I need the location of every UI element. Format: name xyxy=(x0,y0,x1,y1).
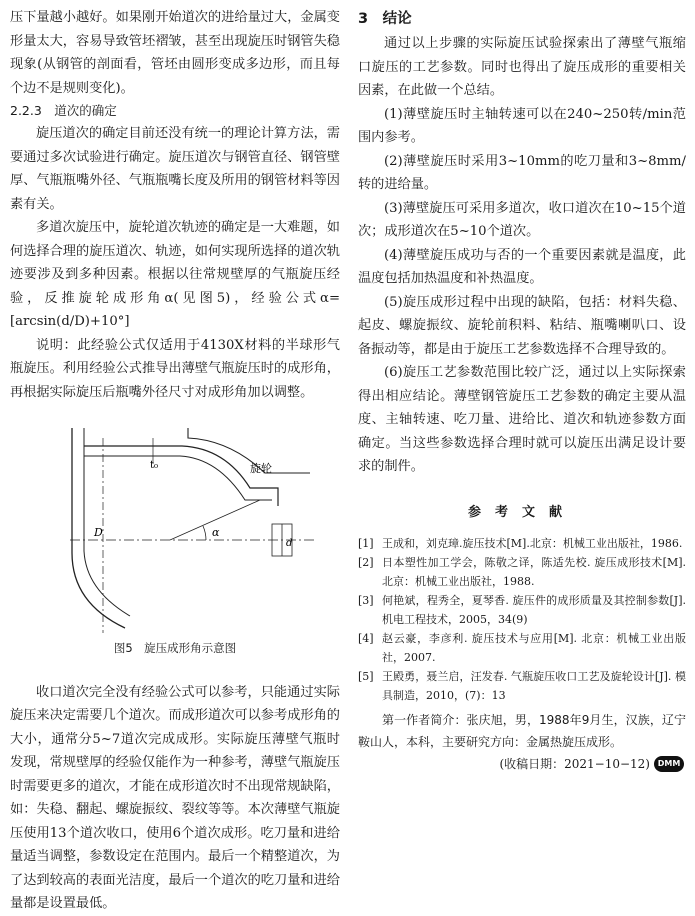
label-alpha: α xyxy=(212,526,220,539)
journal-logo-icon: DMM xyxy=(654,756,684,772)
conclusion-item: (4)薄壁旋压成功与否的一个重要因素就是温度，此温度包括加热温度和补热温度。 xyxy=(358,247,686,286)
right-column xyxy=(358,6,686,775)
label-D: D xyxy=(94,526,103,539)
section-heading-conclusion: 3 结论 xyxy=(358,11,412,27)
label-roller: 旋轮 xyxy=(250,462,272,475)
label-t0: t₀ xyxy=(150,460,159,471)
figure-forming-angle xyxy=(10,428,340,633)
reference-item: [4] 赵云豪，李彦利. 旋压技术与应用[M]. 北京：机械工业出版社，2007. xyxy=(358,632,686,664)
conclusion-item: (3)薄壁旋压可采用多道次，收口道次在10~15个道次；成形道次在5~10个道次。 xyxy=(358,200,686,239)
paragraph-closing-passes: 收口道次完全没有经验公式可以参考，只能通过实际旋压来决定需要几个道次。而成形道次可以参考成形角的大小，通常分5~7道次完成成形。实际旋压薄壁气瓶时发现，常规壁厚的经验仅能作为一种参考，薄壁气瓶旋压时需要更多的道次，才能在成形道次时不出现常规缺陷，如：失稳、翻起、螺旋振纹、裂纹等等。本次薄壁气瓶旋压使用13个道次收口，使用6个道次成形。吃刀量和进给量适当调整，参数设定在范围内。最后一个精整道次，为了达到较高的表面光洁度，最后一个道次的吃刀量和进给量都是设置最低。 xyxy=(10,684,340,911)
left-column xyxy=(10,6,340,916)
conclusion-item: (5)旋压成形过程中出现的缺陷，包括：材料失稳、起皮、螺旋振纹、旋轮前积料、粘结、瓶嘴喇叭口、设备振动等，都是由于旋压工艺参数选择不合理导致的。 xyxy=(358,294,686,357)
received-date-text: (收稿日期：2021−10−12) xyxy=(499,757,650,771)
paragraph-note: 说明：此经验公式仅适用于4130X材料的半球形气瓶旋压。利用经验公式推导出薄壁气瓶旋压时的成形角，再根据实际旋压后瓶嘴外径尺寸对成形角加以调整。 xyxy=(10,337,340,400)
forming-angle-diagram xyxy=(10,428,340,633)
references-heading: 参考文献 xyxy=(467,504,576,520)
reference-item: [3] 何艳斌，程秀全，夏琴香. 旋压件的成形质量及其控制参数[J]. 机电工程技术，2005，34(9) xyxy=(358,594,686,626)
reference-item: [2] 日本塑性加工学会，陈敬之译，陈适先校. 旋压成形技术[M]. 北京：机械工业出版社，1988. xyxy=(358,556,686,588)
paragraph-continued: 压下量越小越好。如果刚开始道次的进给量过大，金属变形量太大，容易导致管坯褶皱，甚至出现旋压时钢管失稳现象(从钢管的剖面看，管坯由圆形变成多边形，而且每个边不是规则变化)。 xyxy=(10,10,340,96)
label-d: d xyxy=(286,538,293,549)
paragraph-pass-determination: 旋压道次的确定目前还没有统一的理论计算方法，需要通过多次试验进行确定。旋压道次与钢管直径、钢管壁厚、气瓶瓶嘴外径、气瓶瓶嘴长度及所用的钢管材料等因素有关。 xyxy=(10,126,340,212)
subsection-heading: 2.2.3 道次的确定 xyxy=(10,103,117,118)
author-bio: 第一作者简介：张庆旭，男，1988年9月生，汉族，辽宁鞍山人，本科，主要研究方向：金属热旋压成形。 xyxy=(358,713,686,749)
received-date xyxy=(358,753,686,775)
paragraph-multi-pass: 多道次旋压中，旋轮道次轨迹的确定是一大难题，如何选择合理的旋压道次、轨迹，如何实现所选择的道次轨迹要涉及到多种因素。根据以往常规壁厚的气瓶旋压经验，反推旋轮成形角α(见图5)，经验公式α=[arcsin(d/D)+10°] xyxy=(10,220,340,329)
figure-caption: 图5 旋压成形角示意图 xyxy=(113,641,237,655)
reference-item: [5] 王殿勇，聂兰启，汪发春. 气瓶旋压收口工艺及旋轮设计[J]. 模具制造，2010，(7)：13 xyxy=(358,670,686,702)
reference-item: [1] 王成和，刘克璋.旋压技术[M].北京：机械工业出版社，1986. xyxy=(358,537,683,550)
conclusion-intro: 通过以上步骤的实际旋压试验探索出了薄壁气瓶缩口旋压的工艺参数。同时也得出了旋压成形的重要相关因素，在此做一个总结。 xyxy=(358,36,686,98)
conclusion-item: (2)薄壁旋压时采用3~10mm的吃刀量和3~8mm/转的进给量。 xyxy=(358,153,686,192)
conclusion-item: (6)旋压工艺参数范围比较广泛，通过以上实际探索得出相应结论。薄壁钢管旋压工艺参数的确定主要从温度、主轴转速、吃刀量、进给比、道次和轨迹参数方面确定。当这些参数选择合理时就可以旋压出满足设计要求的制件。 xyxy=(358,365,686,474)
conclusion-item: (1)薄壁旋压时主轴转速可以在240~250转/min范围内参考。 xyxy=(358,106,686,145)
